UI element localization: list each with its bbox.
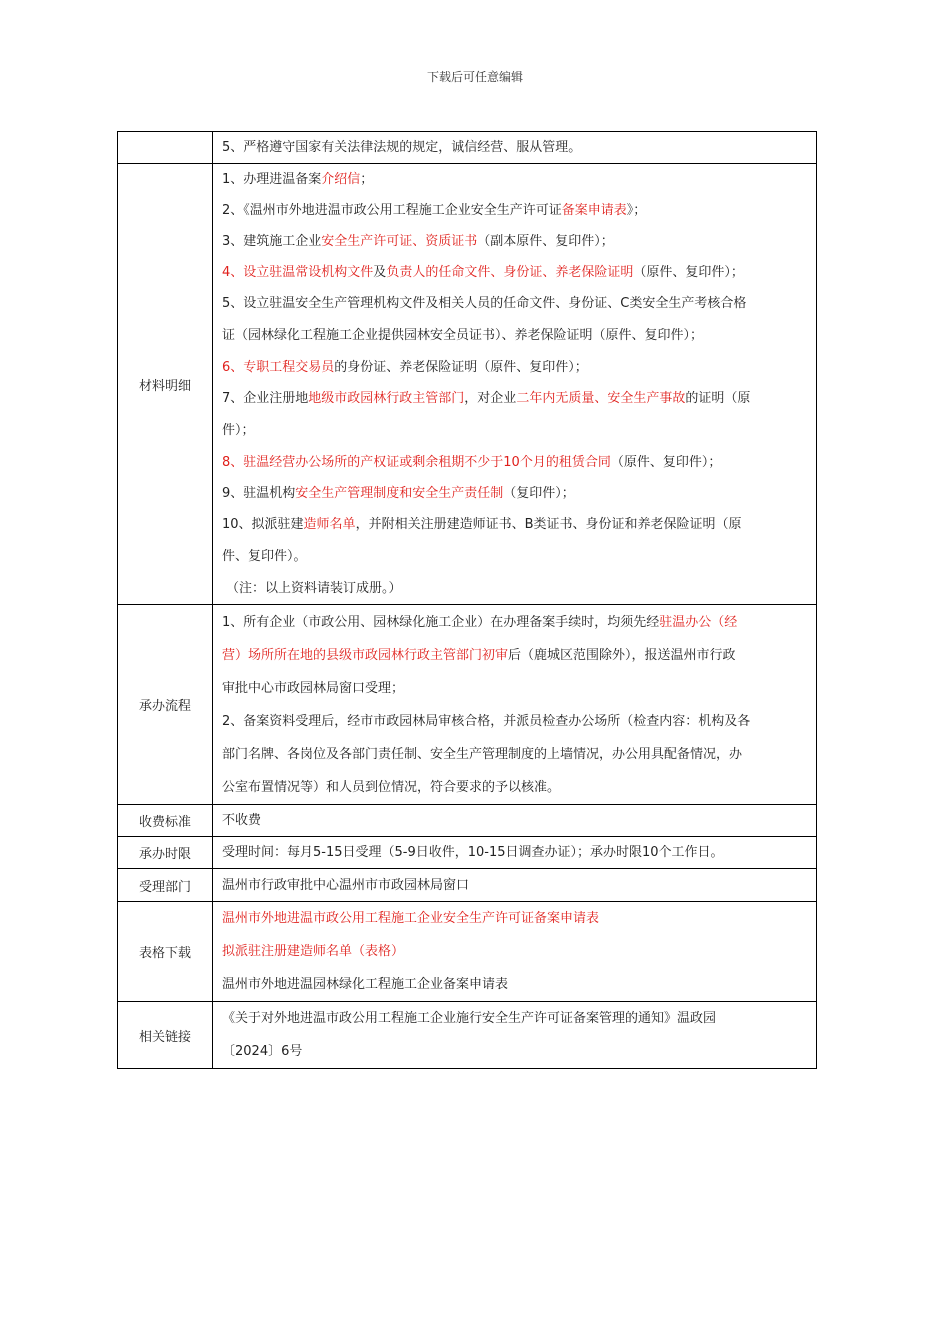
highlight-text: 造师名单 [303,517,356,532]
table-row-dept [118,869,817,902]
process-step-1-cont: 营）场所所在地的县级市政园林行政主管部门初审后（鹿城区范围除外），报送温州市行政 [222,647,736,663]
content-cell [213,605,817,805]
process-step-1-cont: 审批中心市政园林局窗口受理； [222,680,405,696]
content-cell [213,132,817,164]
time-value: 受理时间：每月5-15日受理（5-9日收件，10-15日调查办证）；承办时限10个工作日。 [222,845,724,860]
material-item-6: 6、专职工程交易员的身份证、养老保险证明（原件、复印件）； [222,360,588,375]
table-row-continuation [118,132,817,164]
process-step-2-cont: 部门名牌、各岗位及各部门责任制、安全生产管理制度的上墙情况，办公用具配备情况，办 [222,746,743,762]
highlight-text: 介绍信 [321,172,361,187]
table-row-fee [118,805,817,837]
material-item-5-cont: 证（园林绿化工程施工企业提供园林安全员证书）、养老保险证明（原件、复印件）； [222,328,704,343]
material-item-9: 9、驻温机构安全生产管理制度和安全生产责任制（复印件）； [222,486,575,501]
highlight-text: 地级市政园林行政主管部门 [308,391,465,406]
highlight-text: 专职工程交易员 [243,360,335,375]
content-cell [213,837,817,869]
process-step-2: 2、备案资料受理后，经市市政园林局审核合格，并派员检查办公场所（检查内容：机构及各 [222,713,751,729]
row-label: 相关链接 [118,1002,213,1069]
material-item-3: 3、建筑施工企业安全生产许可证、资质证书（副本原件、复印件）； [222,234,614,249]
highlight-text: 营）场所所在地的县级市政园林行政主管部门初审 [222,647,509,663]
info-table [117,131,817,1069]
row-label: 表格下载 [118,902,213,1002]
page-header: 下载后可任意编辑 [426,70,523,84]
row-label: 材料明细 [118,164,213,605]
form-download-link[interactable]: 拟派驻注册建造师名单（表格） [222,944,405,959]
material-item-8: 8、驻温经营办公场所的产权证或剩余租期不少于10个月的租赁合同（原件、复印件）； [222,455,722,470]
content-cell [213,1002,817,1069]
material-item-1: 1、办理进温备案介绍信； [222,172,374,187]
row-label: 承办时限 [118,837,213,869]
empty-label-cell [118,132,213,164]
highlight-text: 安全生产许可证、资质证书 [321,234,478,249]
content-cell [213,902,817,1002]
material-item-4: 4、设立驻温常设机构文件及负责人的任命文件、身份证、养老保险证明（原件、复印件）； [222,265,744,280]
row-label: 受理部门 [118,869,213,902]
highlight-text: 备案申请表 [561,203,627,218]
material-item-7: 7、企业注册地地级市政园林行政主管部门，对企业二年内无质量、安全生产事故的证明（原 [222,391,751,406]
related-link-cont[interactable]: 〔2024〕6号 [222,1044,303,1059]
material-item-5: 5、设立驻温安全生产管理机构文件及相关人员的任命文件、身份证、C类安全生产考核合格 [222,296,747,311]
dept-value: 温州市行政审批中心温州市市政园林局窗口 [222,877,470,893]
table-row-process [118,605,817,805]
table-row-links [118,1002,817,1069]
highlight-text: 驻温办公（经 [659,614,738,630]
table-row-forms [118,902,817,1002]
highlight-text: 驻温常设机构文件 [269,265,374,280]
highlight-text: 负责人的任命文件、身份证、养老保险证明 [386,265,634,280]
fee-value: 不收费 [222,813,262,828]
content-cell [213,869,817,902]
row-label: 收费标准 [118,805,213,837]
form-download-link[interactable]: 温州市外地进温园林绿化工程施工企业备案申请表 [222,977,509,992]
content-cell [213,164,817,605]
highlight-text: 驻温经营办公场所的产权证或剩余租期不少于10个月的租赁合同 [243,455,611,470]
process-step-2-cont: 公室布置情况等）和人员到位情况，符合要求的予以核准。 [222,779,561,795]
content-cell [213,805,817,837]
material-item-2: 2、《温州市外地进温市政公用工程施工企业安全生产许可证备案申请表》； [222,203,647,218]
material-item-7-cont: 件）； [222,423,255,438]
highlight-text: 二年内无质量、安全生产事故 [516,391,686,406]
material-item-10-cont: 件、复印件）。 [222,549,307,564]
text-line: 5、严格遵守国家有关法律法规的规定，诚信经营、服从管理。 [222,140,582,155]
process-step-1: 1、所有企业（市政公用、园林绿化施工企业）在办理备案手续时，均须先经驻温办公（经 [222,614,738,630]
material-item-10: 10、拟派驻建造师名单，并附相关注册建造师证书、B类证书、身份证和养老保险证明（原 [222,517,742,532]
table-row-materials [118,164,817,605]
highlight-text: 安全生产管理制度和安全生产责任制 [295,486,504,501]
row-label: 承办流程 [118,605,213,805]
form-download-link[interactable]: 温州市外地进温市政公用工程施工企业安全生产许可证备案申请表 [222,911,600,926]
material-note: （注：以上资料请装订成册。） [226,581,402,596]
table-row-time [118,837,817,869]
related-link[interactable]: 《关于对外地进温市政公用工程施工企业施行安全生产许可证备案管理的通知》温政园 [222,1011,717,1026]
